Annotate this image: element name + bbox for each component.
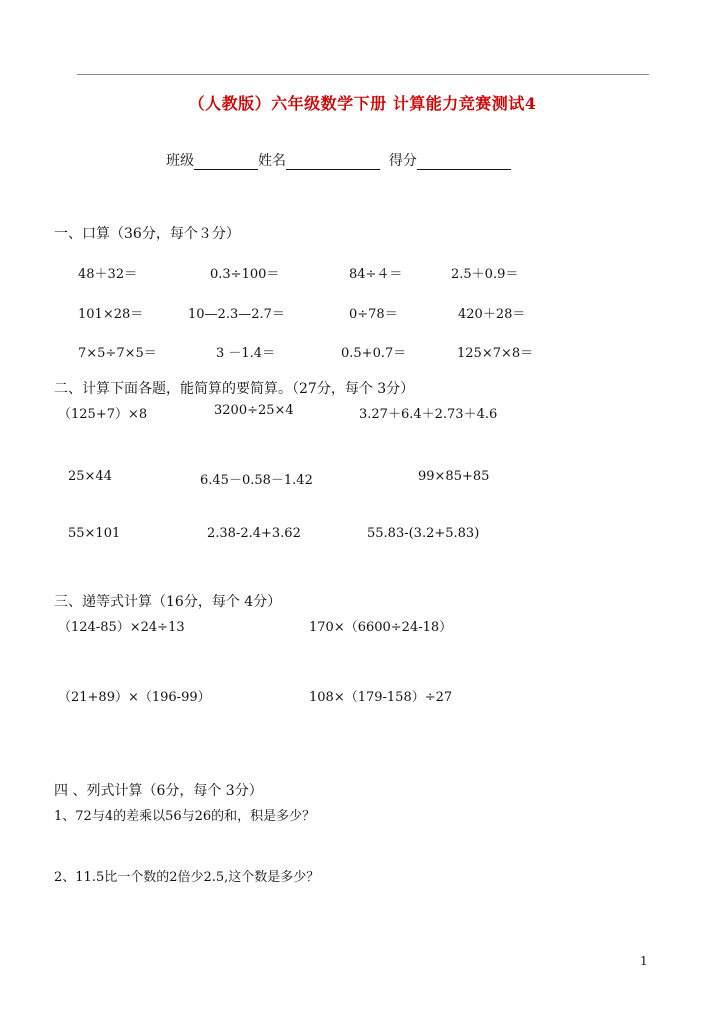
oral-item: 0÷78＝ <box>349 307 398 322</box>
name-label: 姓名 <box>258 153 286 169</box>
section3-heading: 三、递等式计算（16分，每个 4分） <box>54 594 282 610</box>
score-label: 得分 <box>388 153 417 169</box>
calc-item: 25×44 <box>68 469 112 484</box>
calc-item: （125+7）×8 <box>58 407 148 422</box>
calc-item: 2.38-2.4+3.62 <box>207 526 301 541</box>
oral-item: 420＋28＝ <box>458 307 526 322</box>
step-item: 170×（6600÷24-18） <box>309 620 453 635</box>
oral-item: 101×28＝ <box>78 307 144 322</box>
oral-item: 84÷４＝ <box>349 267 403 282</box>
page-number: 1 <box>640 954 648 968</box>
oral-item: 48＋32＝ <box>78 267 138 282</box>
header-rule <box>77 74 649 75</box>
oral-item: 0.5+0.7＝ <box>341 346 407 361</box>
class-label: 班级 <box>166 153 194 169</box>
calc-item: 55×101 <box>68 526 121 541</box>
calc-item: 55.83-(3.2+5.83) <box>367 526 480 541</box>
section1-heading: 一、口算（36分，每个３分） <box>54 226 240 242</box>
class-blank[interactable] <box>194 155 258 170</box>
oral-item: 2.5＋0.9＝ <box>451 267 519 282</box>
oral-item: 10—2.3—2.7＝ <box>188 307 285 322</box>
oral-item: 3 －1.4＝ <box>216 346 276 361</box>
step-item: （21+89）×（196-99） <box>58 690 211 705</box>
page-title: （人教版）六年级数学下册 计算能力竞赛测试4 <box>188 94 537 113</box>
calc-item: 3.27＋6.4＋2.73＋4.6 <box>359 407 498 422</box>
step-item: （124-85）×24÷13 <box>58 620 185 635</box>
score-blank[interactable] <box>417 155 511 170</box>
oral-item: 0.3÷100＝ <box>210 267 280 282</box>
section4-heading: 四 、列式计算（6分，每个 3分） <box>54 783 263 799</box>
word-problem: 1、72与4的差乘以56与26的和，积是多少？ <box>54 809 316 824</box>
step-item: 108×（179-158）÷27 <box>309 690 453 705</box>
calc-item: 6.45－0.58－1.42 <box>200 473 313 488</box>
calc-item: 3200÷25×4 <box>214 403 294 418</box>
calc-item: 99×85+85 <box>418 469 490 484</box>
section2-heading: 二、计算下面各题，能简算的要简算。（27分，每个 3分） <box>54 381 415 397</box>
oral-item: 7×5÷7×5＝ <box>78 346 157 361</box>
oral-item: 125×7×8＝ <box>457 346 534 361</box>
name-blank[interactable] <box>286 155 380 170</box>
info-line <box>166 150 511 170</box>
word-problem: 2、11.5比一个数的2倍少2.5,这个数是多少？ <box>54 870 320 885</box>
